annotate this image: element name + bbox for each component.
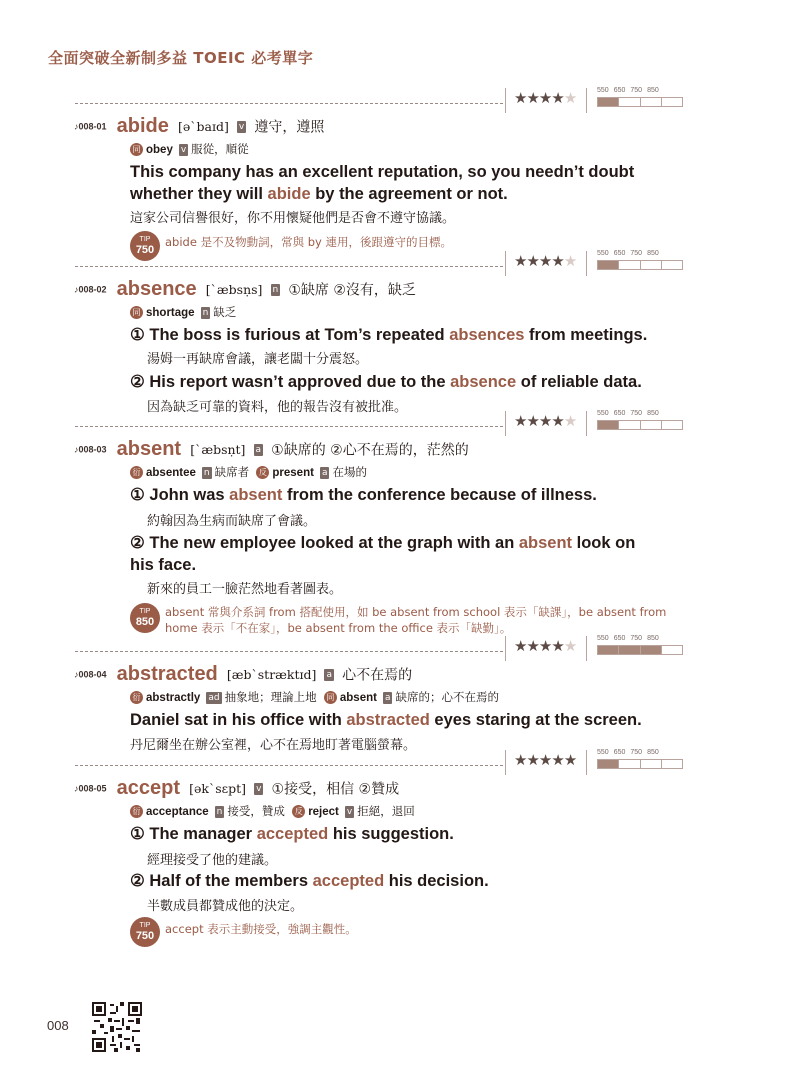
synonym-tag-icon: 同 [324,691,337,704]
level-label: 550 [597,749,609,756]
chinese-definition: ①缺席的 ②心不在焉的，茫然的 [271,442,469,459]
level-scale [597,410,687,430]
example-translation: 湯姆一再缺席會議，讓老闆十分震怒。 [147,352,369,367]
level-label: 750 [630,749,643,756]
level-label: 850 [647,87,659,94]
entry-divider [75,426,503,427]
antonym-tag-icon: 反 [292,805,305,818]
related-words: 衍 acceptance n 接受，贊成 反 reject v 拒絕，退回 [130,803,415,819]
audio-track-number[interactable]: ♪008-01 [74,121,107,132]
star-icon: ★ [514,751,527,769]
star-icon: ★ [563,252,577,270]
star-icon: ★ [538,637,552,655]
level-segment [598,261,619,269]
derivative-tag-icon: 衍 [130,805,143,818]
level-segment [662,760,682,768]
page-number: 008 [47,1018,69,1033]
star-icon: ★ [551,751,564,769]
part-of-speech: v [238,121,245,132]
level-segment [619,421,640,429]
level-label: 650 [613,749,626,756]
level-segment [619,646,640,654]
level-label: 850 [647,410,659,417]
related-words: 衍 absentee n 缺席者 反 present a 在場的 [130,464,367,480]
level-label: 750 [630,410,643,417]
headword: absent [116,438,182,460]
pronunciation: [ˋæbsṇt] [190,442,246,457]
example-sentence: ② His report wasn’t approved due to the absence of reliable data. [130,373,642,391]
example-sentence: This company has an excellent reputation, so you needn’t doubt whether they will abide by the agreement or not. [130,163,635,203]
level-label: 750 [630,87,643,94]
level-label: 850 [647,749,659,756]
star-icon: ★ [526,89,539,107]
level-segment [598,98,619,106]
importance-stars [505,88,587,113]
star-icon: ★ [514,89,527,107]
synonym-tag-icon: 同 [130,143,143,156]
level-label: 650 [613,635,626,642]
star-icon: ★ [563,89,577,107]
audio-track-number[interactable]: ♪008-02 [74,284,107,295]
derivative-tag-icon: 衍 [130,466,143,479]
star-icon: ★ [526,751,539,769]
importance-stars [505,251,587,276]
related-words: 同 obey v 服從，順從 [130,141,249,157]
star-icon: ★ [551,252,564,270]
pronunciation: [əˋbaɪd] [177,119,229,134]
chinese-definition: ①缺席 ②沒有，缺乏 [288,282,416,299]
level-segment [598,760,619,768]
level-segment [641,421,662,429]
star-icon: ★ [526,252,539,270]
level-label: 650 [613,87,626,94]
importance-stars [505,750,587,775]
level-label: 650 [613,410,626,417]
star-icon: ★ [538,252,552,270]
level-segment [598,421,619,429]
antonym-tag-icon: 反 [256,466,269,479]
tip-badge-icon: TIP 850 [130,603,160,633]
headword: abstracted [116,663,218,685]
level-segment [662,98,682,106]
example-translation: 丹尼爾坐在辦公室裡，心不在焉地盯著電腦螢幕。 [130,738,417,753]
level-segment [619,261,640,269]
part-of-speech: v [256,783,262,794]
chinese-definition: ①接受，相信 ②贊成 [271,781,400,798]
part-of-speech: a [326,669,332,680]
tip-badge-icon: TIP 750 [130,231,160,261]
level-scale [597,749,687,769]
qr-code-icon[interactable] [92,1002,142,1052]
level-label: 550 [597,87,609,94]
star-icon: ★ [538,412,552,430]
level-label: 850 [647,250,659,257]
example-sentence: ① The boss is furious at Tom’s repeated absences from meetings. [130,326,648,344]
pronunciation: [ˋæbsṇs] [205,282,263,297]
level-label: 550 [597,410,609,417]
star-icon: ★ [538,751,552,769]
entry-divider [75,765,503,766]
example-translation: 經理接受了他的建議。 [147,853,278,868]
example-sentence: ② The new employee looked at the graph with an absent look on his face. [130,534,636,574]
part-of-speech: n [272,284,279,295]
synonym-tag-icon: 同 [130,306,143,319]
example-translation: 因為缺乏可靠的資料，他的報告沒有被批准。 [147,400,408,415]
example-translation: 新來的員工一臉茫然地看著圖表。 [147,582,343,597]
level-segment [598,646,619,654]
level-label: 650 [613,250,626,257]
derivative-tag-icon: 衍 [130,691,143,704]
entry-divider [75,103,503,104]
level-label: 750 [630,635,643,642]
chinese-definition: 遵守，遵照 [254,119,325,136]
star-icon: ★ [563,637,577,655]
star-icon: ★ [551,89,564,107]
level-segment [662,646,682,654]
level-segment [662,421,682,429]
star-icon: ★ [526,412,539,430]
example-sentence: Daniel sat in his office with abstracted eyes staring at the screen. [130,711,642,729]
star-icon: ★ [514,252,527,270]
audio-track-number[interactable]: ♪008-03 [74,444,107,455]
level-segment [662,261,682,269]
importance-stars [505,636,587,661]
level-segment [641,760,662,768]
pronunciation: [æbˋstræktɪd] [226,667,317,682]
importance-stars [505,411,587,436]
entry-divider [75,266,503,267]
part-of-speech: a [255,444,262,455]
star-icon: ★ [514,412,527,430]
level-label: 850 [647,635,659,642]
audio-track-number[interactable]: ♪008-04 [74,669,107,680]
example-translation: 半數成員都贊成他的決定。 [147,899,304,914]
level-label: 550 [597,250,609,257]
example-translation: 約翰因為生病而缺席了會議。 [147,514,317,529]
star-icon: ★ [563,412,577,430]
level-scale [597,87,687,107]
level-segment [619,98,640,106]
star-icon: ★ [526,637,539,655]
level-segment [641,646,662,654]
level-scale [597,250,687,270]
level-label: 750 [630,250,643,257]
headword: abide [116,115,169,137]
related-words: 衍 abstractly ad 抽象地；理論上地 同 absent a 缺席的；心不在焉的 [130,689,499,705]
star-icon: ★ [551,637,564,655]
level-label: 550 [597,635,609,642]
tip-badge-icon: TIP 750 [130,917,160,947]
related-words: 同 shortage n 缺乏 [130,304,236,320]
entry-divider [75,651,503,652]
example-sentence: ① John was absent from the conference because of illness. [130,486,597,504]
headword: accept [116,777,180,799]
headword: absence [116,278,197,300]
chinese-definition: 心不在焉的 [342,667,413,684]
example-translation: 這家公司信譽很好，你不用懷疑他們是否會不遵守協議。 [130,211,456,226]
level-segment [619,760,640,768]
book-header-title: 全面突破全新制多益 TOEIC 必考單字 [48,49,314,67]
audio-track-number[interactable]: ♪008-05 [74,783,107,794]
example-sentence: ② Half of the members accepted his decision. [130,872,489,890]
star-icon: ★ [551,412,564,430]
star-icon: ★ [563,751,577,769]
star-icon: ★ [538,89,552,107]
example-sentence: ① The manager accepted his suggestion. [130,825,454,843]
star-icon: ★ [514,637,527,655]
level-segment [641,261,662,269]
pronunciation: [əkˋsɛpt] [189,781,246,796]
level-segment [641,98,662,106]
level-scale [597,635,687,655]
